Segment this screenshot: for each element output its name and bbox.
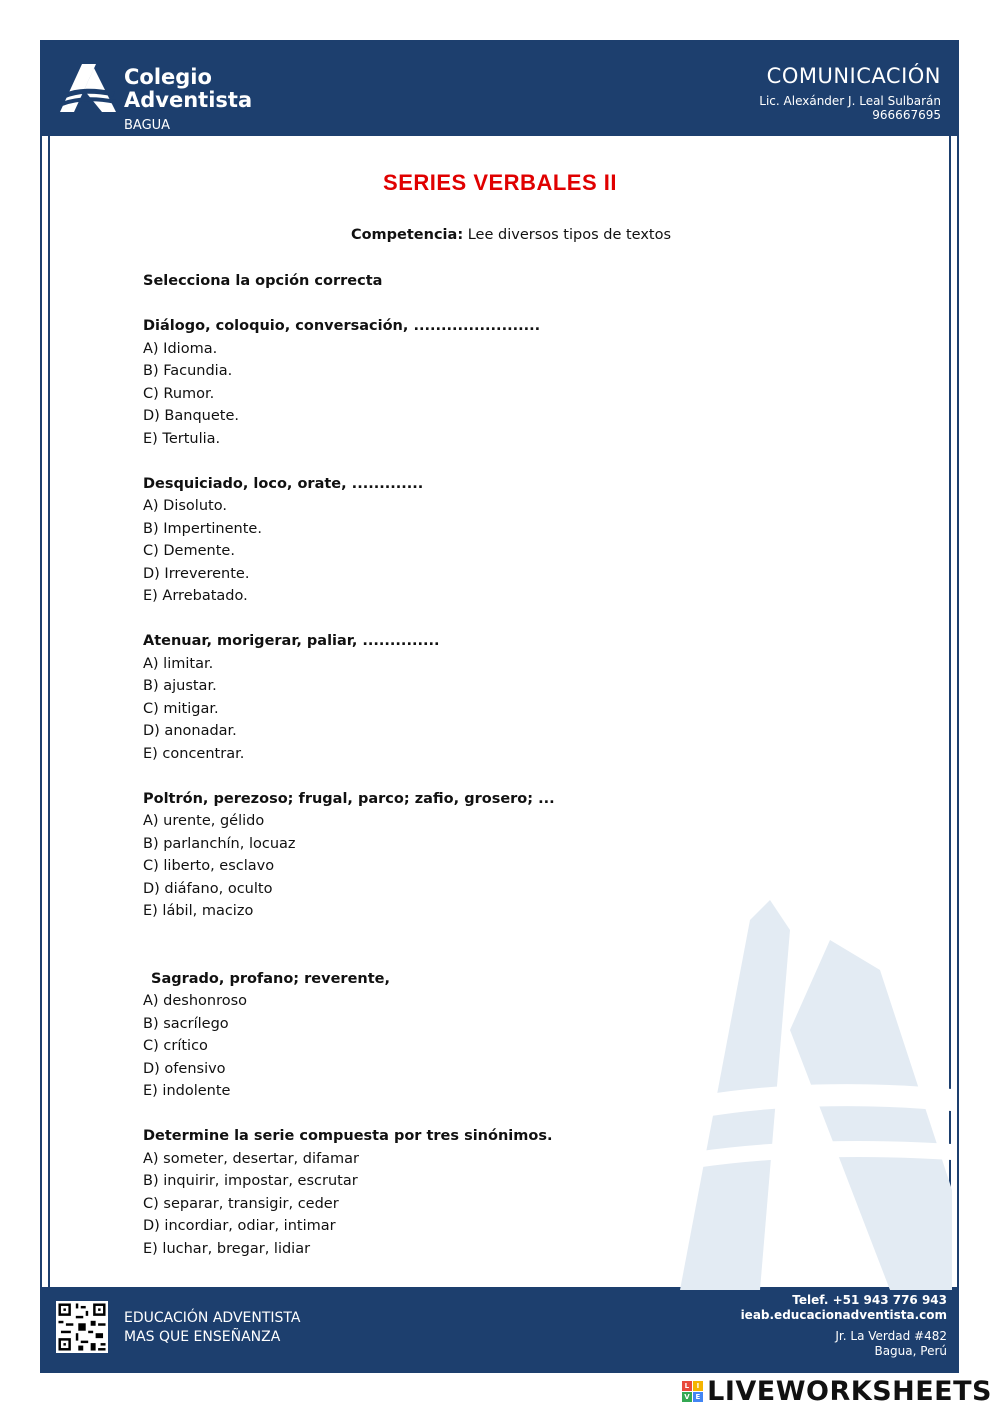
logo-letter: I — [693, 1381, 703, 1391]
question-3 — [143, 630, 843, 765]
question-6 — [143, 1125, 843, 1260]
option-b[interactable]: B) inquirir, impostar, escrutar — [143, 1173, 358, 1189]
slogan-line2: MAS QUE ENSEÑANZA — [124, 1329, 281, 1345]
option-a[interactable]: A) limitar. — [143, 655, 214, 672]
option-b[interactable]: B) parlanchín, locuaz — [143, 835, 296, 852]
option-d[interactable]: D) anonadar. — [143, 723, 237, 739]
option-d[interactable]: D) incordiar, odiar, intimar — [143, 1218, 336, 1234]
school-logo-icon — [60, 64, 118, 114]
teacher-info — [759, 94, 941, 122]
option-a[interactable]: A) Idioma. — [143, 340, 218, 357]
competency-label: Competencia: — [350, 227, 464, 243]
question-stem: Desquiciado, loco, orate, ............. — [143, 475, 424, 492]
option-c[interactable]: C) mitigar. — [143, 700, 219, 717]
question-stem: Atenuar, morigerar, paliar, .............. — [143, 633, 440, 649]
question-4 — [143, 788, 843, 923]
slogan-line1: EDUCACIÓN ADVENTISTA — [124, 1310, 301, 1326]
option-c[interactable]: C) Demente. — [143, 543, 235, 559]
worksheet-title: SERIES VERBALES II — [383, 170, 617, 195]
option-e[interactable]: E) Arrebatado. — [143, 588, 248, 604]
page-footer — [42, 1287, 957, 1371]
questions-area — [143, 270, 843, 1283]
question-stem: Sagrado, profano; reverente, — [151, 970, 391, 987]
teacher-phone: 966667695 — [872, 108, 941, 122]
school-name-line1: Colegio — [124, 65, 212, 89]
option-e[interactable]: E) luchar, bregar, lidiar — [143, 1240, 311, 1257]
option-e[interactable]: E) lábil, macizo — [143, 903, 254, 919]
subject-title: COMUNICACIÓN — [766, 64, 941, 88]
footer-address: Jr. La Verdad #482 — [835, 1329, 947, 1343]
option-a[interactable]: A) Disoluto. — [143, 498, 227, 514]
option-b[interactable]: B) ajustar. — [143, 678, 217, 694]
option-d[interactable]: D) Irreverente. — [143, 565, 250, 582]
option-d[interactable]: D) diáfano, oculto — [143, 880, 273, 897]
logo-letter: L — [682, 1381, 692, 1391]
option-c[interactable]: C) liberto, esclavo — [143, 858, 275, 874]
liveworksheets-brand — [682, 1376, 992, 1407]
competency-text: Lee diversos tipos de textos — [467, 227, 672, 243]
option-a[interactable]: A) urente, gélido — [143, 813, 265, 829]
page-header — [42, 42, 957, 136]
teacher-name: Lic. Alexánder J. Leal Sulbarán — [759, 94, 941, 108]
footer-contact — [741, 1293, 947, 1359]
footer-slogan — [124, 1309, 300, 1347]
question-2 — [143, 473, 843, 608]
competency-line — [0, 227, 1000, 243]
school-name-line2: Adventista — [124, 88, 253, 112]
option-a[interactable]: A) someter, desertar, difamar — [143, 1150, 359, 1167]
question-stem: Poltrón, perezoso; frugal, parco; zafio, grosero; ... — [143, 790, 555, 807]
footer-phone: Telef. +51 943 776 943 — [792, 1293, 947, 1307]
option-b[interactable]: B) Impertinente. — [143, 520, 262, 537]
option-c[interactable]: C) crítico — [143, 1038, 208, 1054]
option-d[interactable]: D) Banquete. — [143, 408, 239, 424]
question-5 — [143, 968, 843, 1103]
option-e[interactable]: E) Tertulia. — [143, 430, 221, 447]
option-e[interactable]: E) concentrar. — [143, 745, 245, 762]
option-c[interactable]: C) separar, transigir, ceder — [143, 1195, 339, 1212]
footer-city: Bagua, Perú — [874, 1344, 947, 1358]
option-b[interactable]: B) Facundia. — [143, 363, 233, 379]
question-1 — [143, 315, 843, 450]
option-d[interactable]: D) ofensivo — [143, 1060, 226, 1077]
footer-website: ieab.educacionadventista.com — [740, 1308, 947, 1322]
option-c[interactable]: C) Rumor. — [143, 385, 215, 402]
logo-letter: E — [693, 1392, 703, 1402]
qr-code-icon — [56, 1301, 108, 1353]
logo-letter: V — [682, 1392, 692, 1402]
liveworksheets-logo-icon — [682, 1381, 703, 1402]
option-b[interactable]: B) sacrílego — [143, 1015, 229, 1032]
school-name — [124, 66, 252, 112]
question-stem: Determine la serie compuesta por tres sinónimos. — [143, 1128, 553, 1144]
option-e[interactable]: E) indolente — [143, 1083, 231, 1099]
brand-name: LIVEWORKSHEETS — [707, 1376, 992, 1407]
option-a[interactable]: A) deshonroso — [143, 993, 248, 1009]
question-stem: Diálogo, coloquio, conversación, ....................... — [143, 318, 541, 334]
instruction: Selecciona la opción correcta — [143, 273, 383, 289]
school-city: BAGUA — [124, 118, 171, 133]
